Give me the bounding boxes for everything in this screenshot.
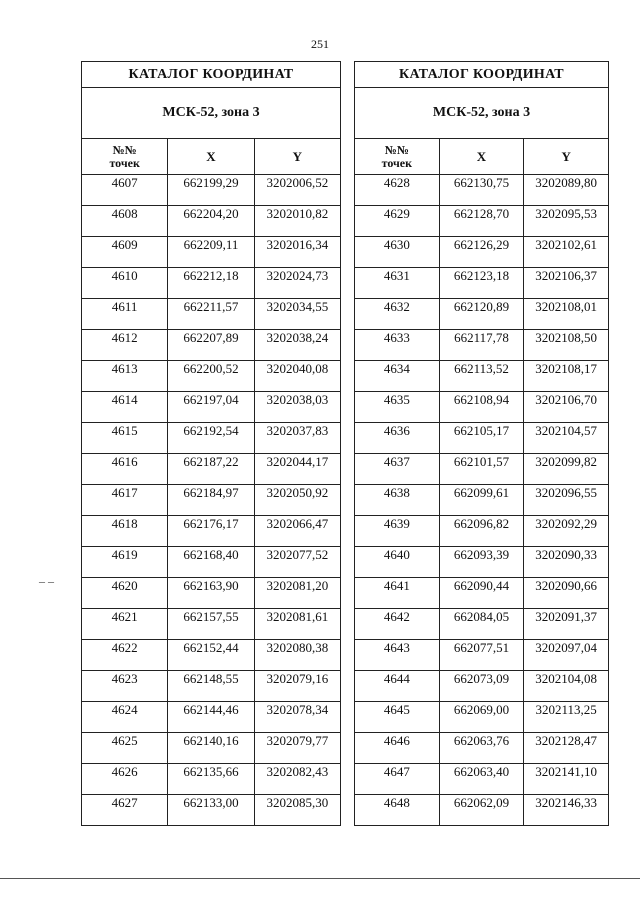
table-row bbox=[355, 485, 609, 516]
table-title: КАТАЛОГ КООРДИНАТ bbox=[355, 62, 609, 88]
x-cell: 662126,29 bbox=[439, 237, 524, 268]
x-cell: 662212,18 bbox=[168, 268, 254, 299]
point-number-cell: 4644 bbox=[355, 671, 440, 702]
bottom-divider bbox=[0, 878, 640, 879]
point-number-cell: 4625 bbox=[82, 733, 168, 764]
x-cell: 662090,44 bbox=[439, 578, 524, 609]
x-cell: 662063,40 bbox=[439, 764, 524, 795]
point-number-cell: 4610 bbox=[82, 268, 168, 299]
table-row bbox=[355, 175, 609, 206]
y-cell: 3202095,53 bbox=[524, 206, 609, 237]
header-point-number: №№ точек bbox=[82, 139, 168, 175]
point-number-cell: 4641 bbox=[355, 578, 440, 609]
y-cell: 3202081,20 bbox=[254, 578, 340, 609]
y-cell: 3202092,29 bbox=[524, 516, 609, 547]
point-number-cell: 4613 bbox=[82, 361, 168, 392]
table-row bbox=[355, 516, 609, 547]
point-number-cell: 4617 bbox=[82, 485, 168, 516]
table-row bbox=[82, 733, 341, 764]
x-cell: 662211,57 bbox=[168, 299, 254, 330]
x-cell: 662199,29 bbox=[168, 175, 254, 206]
point-number-cell: 4647 bbox=[355, 764, 440, 795]
y-cell: 3202097,04 bbox=[524, 640, 609, 671]
point-number-cell: 4643 bbox=[355, 640, 440, 671]
x-cell: 662152,44 bbox=[168, 640, 254, 671]
x-cell: 662077,51 bbox=[439, 640, 524, 671]
table-row bbox=[82, 237, 341, 268]
point-number-cell: 4611 bbox=[82, 299, 168, 330]
x-cell: 662144,46 bbox=[168, 702, 254, 733]
y-cell: 3202090,66 bbox=[524, 578, 609, 609]
x-cell: 662192,54 bbox=[168, 423, 254, 454]
table-row bbox=[355, 268, 609, 299]
table-row bbox=[82, 299, 341, 330]
header-x: X bbox=[439, 139, 524, 175]
x-cell: 662197,04 bbox=[168, 392, 254, 423]
y-cell: 3202037,83 bbox=[254, 423, 340, 454]
table-row bbox=[355, 702, 609, 733]
y-cell: 3202108,17 bbox=[524, 361, 609, 392]
y-cell: 3202128,47 bbox=[524, 733, 609, 764]
y-cell: 3202016,34 bbox=[254, 237, 340, 268]
table-row bbox=[355, 547, 609, 578]
y-cell: 3202050,92 bbox=[254, 485, 340, 516]
table-subtitle: МСК-52, зона 3 bbox=[355, 88, 609, 139]
table-row bbox=[82, 795, 341, 826]
table-row bbox=[355, 361, 609, 392]
y-cell: 3202090,33 bbox=[524, 547, 609, 578]
point-number-cell: 4626 bbox=[82, 764, 168, 795]
x-cell: 662084,05 bbox=[439, 609, 524, 640]
x-cell: 662063,76 bbox=[439, 733, 524, 764]
y-cell: 3202082,43 bbox=[254, 764, 340, 795]
x-cell: 662120,89 bbox=[439, 299, 524, 330]
point-number-cell: 4621 bbox=[82, 609, 168, 640]
y-cell: 3202079,16 bbox=[254, 671, 340, 702]
y-cell: 3202091,37 bbox=[524, 609, 609, 640]
point-number-cell: 4642 bbox=[355, 609, 440, 640]
table-row bbox=[355, 578, 609, 609]
table-row bbox=[82, 485, 341, 516]
x-cell: 662184,97 bbox=[168, 485, 254, 516]
point-number-cell: 4628 bbox=[355, 175, 440, 206]
point-number-cell: 4622 bbox=[82, 640, 168, 671]
x-cell: 662148,55 bbox=[168, 671, 254, 702]
x-cell: 662117,78 bbox=[439, 330, 524, 361]
y-cell: 3202089,80 bbox=[524, 175, 609, 206]
table-row bbox=[82, 361, 341, 392]
point-number-cell: 4633 bbox=[355, 330, 440, 361]
table-row bbox=[355, 640, 609, 671]
header-y: Y bbox=[254, 139, 340, 175]
table-row bbox=[355, 330, 609, 361]
x-cell: 662168,40 bbox=[168, 547, 254, 578]
table-row bbox=[355, 423, 609, 454]
y-cell: 3202034,55 bbox=[254, 299, 340, 330]
table-row bbox=[82, 330, 341, 361]
y-cell: 3202044,17 bbox=[254, 454, 340, 485]
x-cell: 662207,89 bbox=[168, 330, 254, 361]
y-cell: 3202113,25 bbox=[524, 702, 609, 733]
table-row bbox=[82, 702, 341, 733]
table-row bbox=[82, 268, 341, 299]
point-number-cell: 4635 bbox=[355, 392, 440, 423]
table-row bbox=[82, 206, 341, 237]
x-cell: 662073,09 bbox=[439, 671, 524, 702]
x-cell: 662123,18 bbox=[439, 268, 524, 299]
point-number-cell: 4608 bbox=[82, 206, 168, 237]
coordinates-table-left bbox=[81, 61, 341, 826]
point-number-cell: 4619 bbox=[82, 547, 168, 578]
x-cell: 662209,11 bbox=[168, 237, 254, 268]
table-subtitle: МСК-52, зона 3 bbox=[82, 88, 341, 139]
point-number-cell: 4616 bbox=[82, 454, 168, 485]
point-number-cell: 4630 bbox=[355, 237, 440, 268]
x-cell: 662130,75 bbox=[439, 175, 524, 206]
point-number-cell: 4638 bbox=[355, 485, 440, 516]
x-cell: 662062,09 bbox=[439, 795, 524, 826]
x-cell: 662133,00 bbox=[168, 795, 254, 826]
table-row bbox=[355, 671, 609, 702]
table-row bbox=[355, 299, 609, 330]
point-number-cell: 4636 bbox=[355, 423, 440, 454]
x-cell: 662176,17 bbox=[168, 516, 254, 547]
point-number-cell: 4623 bbox=[82, 671, 168, 702]
y-cell: 3202141,10 bbox=[524, 764, 609, 795]
y-cell: 3202104,57 bbox=[524, 423, 609, 454]
point-number-cell: 4618 bbox=[82, 516, 168, 547]
y-cell: 3202079,77 bbox=[254, 733, 340, 764]
point-number-cell: 4639 bbox=[355, 516, 440, 547]
table-row bbox=[355, 733, 609, 764]
y-cell: 3202024,73 bbox=[254, 268, 340, 299]
x-cell: 662187,22 bbox=[168, 454, 254, 485]
point-number-cell: 4609 bbox=[82, 237, 168, 268]
x-cell: 662135,66 bbox=[168, 764, 254, 795]
y-cell: 3202006,52 bbox=[254, 175, 340, 206]
x-cell: 662113,52 bbox=[439, 361, 524, 392]
header-y: Y bbox=[524, 139, 609, 175]
table-row bbox=[82, 578, 341, 609]
margin-mark: – – bbox=[39, 574, 54, 588]
point-number-cell: 4632 bbox=[355, 299, 440, 330]
x-cell: 662140,16 bbox=[168, 733, 254, 764]
x-cell: 662099,61 bbox=[439, 485, 524, 516]
point-number-cell: 4645 bbox=[355, 702, 440, 733]
y-cell: 3202078,34 bbox=[254, 702, 340, 733]
point-number-cell: 4614 bbox=[82, 392, 168, 423]
y-cell: 3202104,08 bbox=[524, 671, 609, 702]
x-cell: 662200,52 bbox=[168, 361, 254, 392]
y-cell: 3202080,38 bbox=[254, 640, 340, 671]
y-cell: 3202085,30 bbox=[254, 795, 340, 826]
x-cell: 662069,00 bbox=[439, 702, 524, 733]
x-cell: 662157,55 bbox=[168, 609, 254, 640]
y-cell: 3202108,50 bbox=[524, 330, 609, 361]
y-cell: 3202099,82 bbox=[524, 454, 609, 485]
y-cell: 3202010,82 bbox=[254, 206, 340, 237]
y-cell: 3202081,61 bbox=[254, 609, 340, 640]
point-number-cell: 4646 bbox=[355, 733, 440, 764]
header-point-number: №№ точек bbox=[355, 139, 440, 175]
point-number-cell: 4624 bbox=[82, 702, 168, 733]
y-cell: 3202040,08 bbox=[254, 361, 340, 392]
point-number-cell: 4615 bbox=[82, 423, 168, 454]
point-number-cell: 4637 bbox=[355, 454, 440, 485]
x-cell: 662128,70 bbox=[439, 206, 524, 237]
page-number: 251 bbox=[311, 37, 329, 51]
table-row bbox=[82, 640, 341, 671]
point-number-cell: 4620 bbox=[82, 578, 168, 609]
table-row bbox=[355, 237, 609, 268]
y-cell: 3202108,01 bbox=[524, 299, 609, 330]
point-number-cell: 4612 bbox=[82, 330, 168, 361]
coordinates-table-right bbox=[354, 61, 609, 826]
y-cell: 3202102,61 bbox=[524, 237, 609, 268]
table-row bbox=[82, 547, 341, 578]
y-cell: 3202146,33 bbox=[524, 795, 609, 826]
point-number-cell: 4640 bbox=[355, 547, 440, 578]
table-row bbox=[82, 516, 341, 547]
table-row bbox=[355, 764, 609, 795]
header-x: X bbox=[168, 139, 254, 175]
point-number-cell: 4648 bbox=[355, 795, 440, 826]
table-row bbox=[355, 206, 609, 237]
point-number-cell: 4629 bbox=[355, 206, 440, 237]
table-row bbox=[82, 764, 341, 795]
y-cell: 3202096,55 bbox=[524, 485, 609, 516]
y-cell: 3202038,24 bbox=[254, 330, 340, 361]
y-cell: 3202106,37 bbox=[524, 268, 609, 299]
table-row bbox=[82, 454, 341, 485]
x-cell: 662101,57 bbox=[439, 454, 524, 485]
y-cell: 3202077,52 bbox=[254, 547, 340, 578]
x-cell: 662204,20 bbox=[168, 206, 254, 237]
table-row bbox=[355, 454, 609, 485]
point-number-cell: 4627 bbox=[82, 795, 168, 826]
point-number-cell: 4634 bbox=[355, 361, 440, 392]
table-row bbox=[355, 392, 609, 423]
y-cell: 3202066,47 bbox=[254, 516, 340, 547]
x-cell: 662093,39 bbox=[439, 547, 524, 578]
table-row bbox=[82, 609, 341, 640]
point-number-cell: 4631 bbox=[355, 268, 440, 299]
table-row bbox=[82, 671, 341, 702]
x-cell: 662108,94 bbox=[439, 392, 524, 423]
table-row bbox=[82, 392, 341, 423]
table-row bbox=[82, 175, 341, 206]
table-row bbox=[355, 609, 609, 640]
table-row bbox=[82, 423, 341, 454]
x-cell: 662096,82 bbox=[439, 516, 524, 547]
x-cell: 662163,90 bbox=[168, 578, 254, 609]
y-cell: 3202038,03 bbox=[254, 392, 340, 423]
y-cell: 3202106,70 bbox=[524, 392, 609, 423]
table-title: КАТАЛОГ КООРДИНАТ bbox=[82, 62, 341, 88]
table-row bbox=[355, 795, 609, 826]
x-cell: 662105,17 bbox=[439, 423, 524, 454]
point-number-cell: 4607 bbox=[82, 175, 168, 206]
